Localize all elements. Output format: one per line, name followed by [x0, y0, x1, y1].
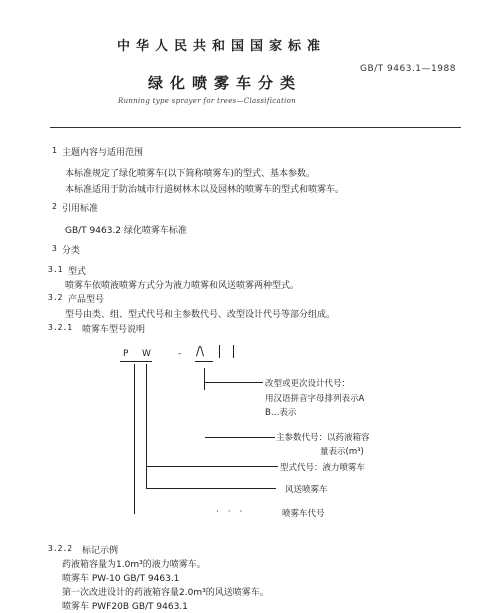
- code-letter-w: W: [142, 349, 151, 359]
- section-1-paragraph-2: 本标准适用于防治城市行道树林木以及园林的喷雾车的型式和喷雾车。: [65, 185, 345, 195]
- diagram-dots: · · ·: [216, 507, 246, 517]
- label-modification-letters-cont: B…表示: [265, 408, 297, 418]
- section-3-2-heading: 产品型号: [68, 295, 105, 305]
- header-rule: [50, 127, 461, 128]
- section-3-2-number: 3.2: [48, 293, 63, 302]
- standard-number: GB/T 9463.1—1988: [360, 64, 456, 74]
- diagram-bar: [120, 361, 152, 362]
- diagram-leader: [205, 437, 275, 438]
- diagram-leader: [205, 382, 263, 383]
- label-type-code: 型式代号：液力喷雾车: [280, 463, 366, 473]
- label-main-parameter: 主参数代号：以药液箱容: [276, 433, 370, 443]
- example-2-description: 第一次改进设计的药液箱容量2.0m³的风送喷雾车。: [62, 588, 269, 598]
- section-3-heading: 分类: [62, 246, 81, 256]
- label-modification-code: 改型或更次设计代号：: [265, 379, 351, 389]
- code-letter-p: P: [123, 349, 129, 359]
- diagram-leader: [146, 466, 278, 467]
- document-title: 绿化喷雾车分类: [148, 74, 303, 92]
- document-title-english: Running type sprayer for trees—Classification: [118, 97, 296, 105]
- section-3-number: 3: [52, 244, 57, 253]
- example-1-description: 药液箱容量为1.0m³的液力喷雾车。: [62, 560, 206, 570]
- section-3-2-1-heading: 喷雾车型号说明: [82, 325, 146, 335]
- section-3-1-heading: 型式: [68, 267, 87, 277]
- diagram-bar: [195, 361, 213, 362]
- section-3-2-2-number: 3.2.2: [48, 544, 73, 553]
- diagram-leader: [204, 368, 205, 390]
- example-1-marking: 喷雾车 PW-10 GB/T 9463.1: [62, 574, 180, 584]
- section-1-number: 1: [52, 146, 57, 155]
- code-separator: -: [178, 349, 182, 359]
- example-2-marking: 喷雾车 PWF20B GB/T 9463.1: [62, 602, 188, 612]
- section-3-2-1-number: 3.2.1: [48, 323, 73, 332]
- section-2-number: 2: [52, 202, 57, 211]
- label-sprayer-code: 喷雾车代号: [282, 509, 325, 519]
- diagram-tick: [219, 345, 220, 358]
- section-1-heading: 主题内容与适用范围: [62, 148, 144, 158]
- diagram-leader: [146, 488, 276, 489]
- label-main-parameter-unit: 量表示(m³): [320, 447, 364, 457]
- section-3-2-2-heading: 标记示例: [82, 546, 119, 556]
- section-3-1-number: 3.1: [48, 265, 63, 274]
- label-type-code-airblast: 风送喷雾车: [285, 485, 328, 495]
- section-2-heading: 引用标准: [62, 204, 99, 214]
- section-2-reference: GB/T 9463.2 绿化喷雾车标准: [65, 226, 187, 236]
- section-3-1-paragraph: 喷雾车依喷液喷雾方式分为液力喷雾和风送喷雾两种型式。: [65, 281, 300, 291]
- section-3-2-paragraph: 型号由类、组、型式代号和主参数代号、改型设计代号等部分组成。: [65, 310, 336, 320]
- code-bracket: /\: [196, 344, 205, 358]
- diagram-leader: [146, 364, 147, 488]
- issuing-authority: 中华人民共和国国家标准: [117, 39, 327, 54]
- section-1-paragraph-1: 本标准规定了绿化喷雾车(以下简称喷雾车)的型式、基本参数。: [65, 169, 316, 179]
- diagram-tick: [233, 345, 234, 358]
- label-modification-letters: 用汉语拼音字母排列表示A: [265, 394, 365, 404]
- diagram-leader: [134, 364, 135, 514]
